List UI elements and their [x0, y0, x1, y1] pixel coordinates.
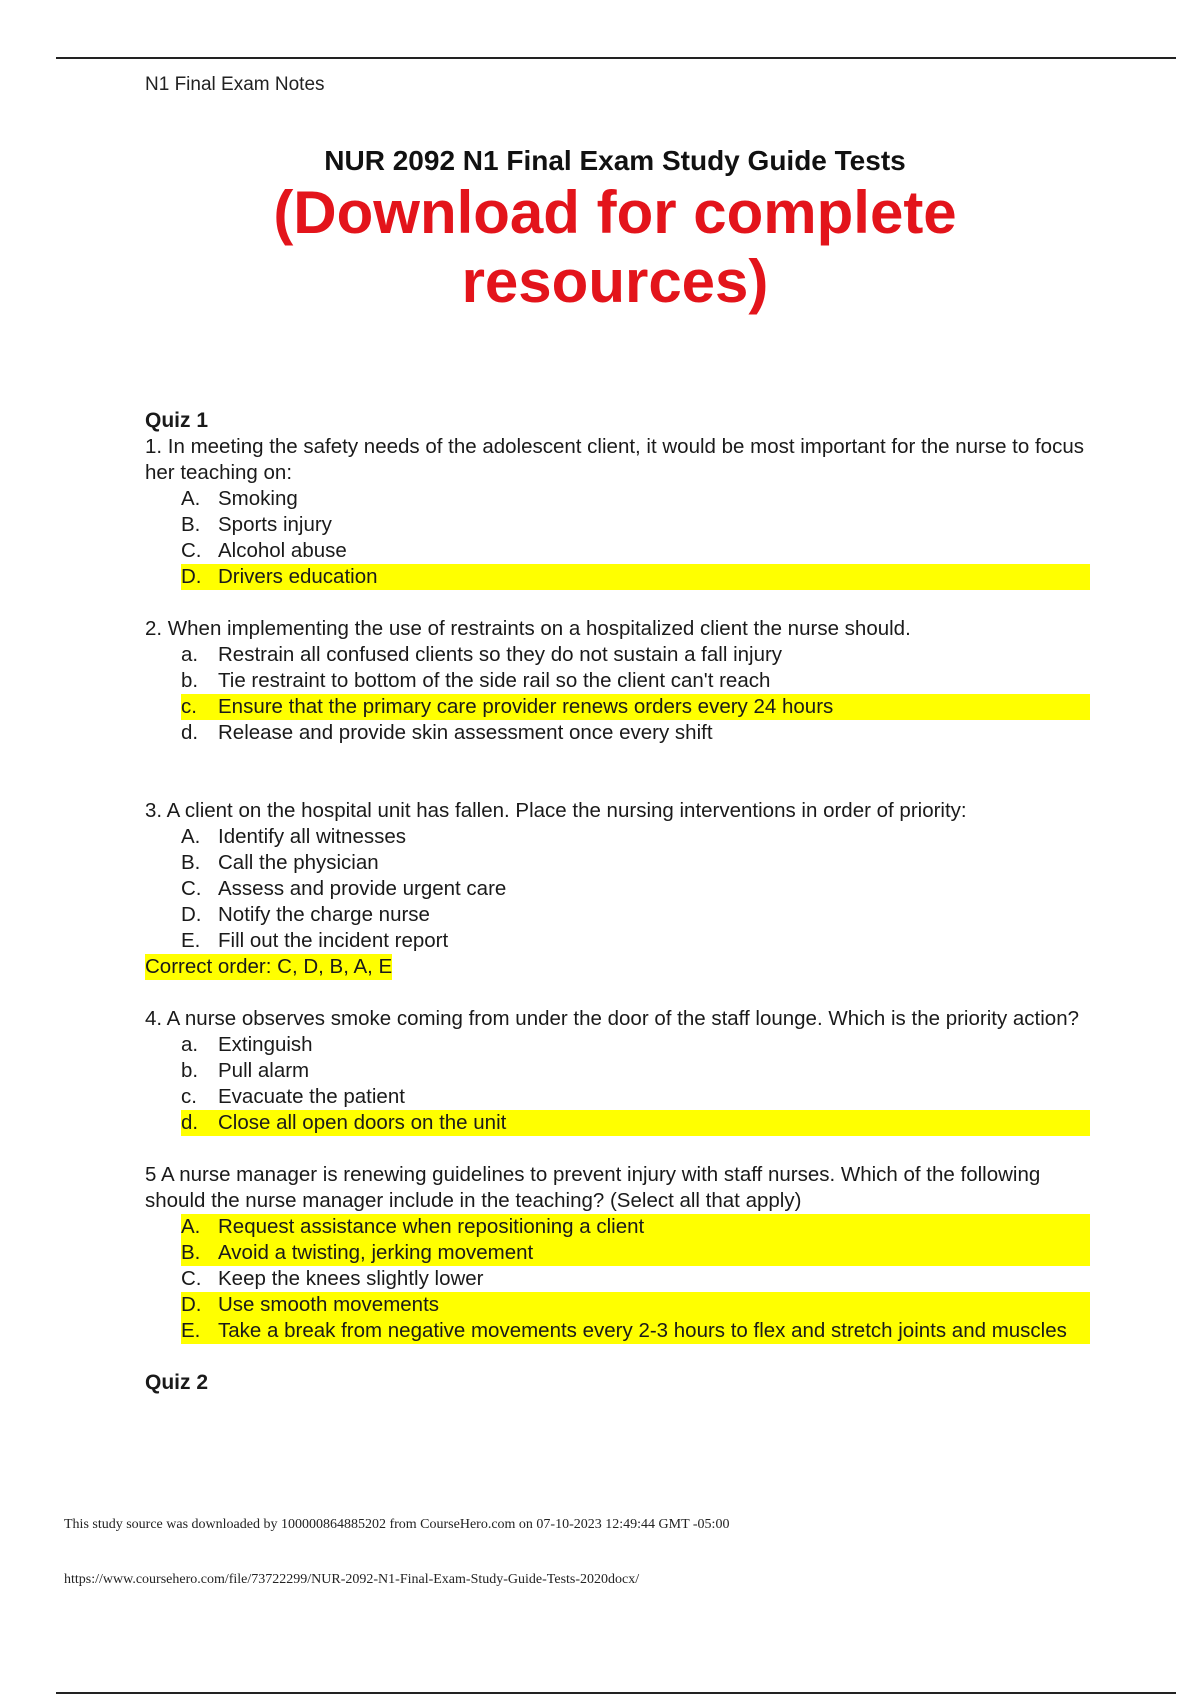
option-highlighted — [181, 1292, 1090, 1318]
question-4-options — [145, 1032, 1090, 1136]
option — [181, 1266, 1090, 1292]
option-text: Ensure that the primary care provider renews orders every 24 hours — [218, 695, 834, 718]
option-marker: D. — [181, 565, 202, 588]
question-1-options — [145, 486, 1090, 590]
option-text: Pull alarm — [218, 1059, 310, 1082]
option-text: Request assistance when repositioning a client — [218, 1215, 645, 1238]
option-marker: A. — [181, 487, 201, 510]
question-4: 4. A nurse observes smoke coming from under the door of the staff lounge. Which is the priority action? — [145, 1007, 1080, 1030]
option-highlighted — [181, 1240, 1090, 1266]
banner-line-2: resources) — [461, 248, 769, 315]
option-marker: C. — [181, 539, 202, 562]
option — [181, 668, 1090, 694]
option-marker: c. — [181, 695, 197, 718]
option-text: Assess and provide urgent care — [218, 877, 507, 900]
option-marker: D. — [181, 903, 202, 926]
option-highlighted — [181, 694, 1090, 720]
option-text: Take a break from negative movements every 2-3 hours to flex and stretch joints and muscles — [218, 1319, 1067, 1342]
option-marker: a. — [181, 643, 199, 666]
option-text: Keep the knees slightly lower — [218, 1267, 484, 1290]
option-marker: E. — [181, 929, 201, 952]
option-text: Fill out the incident report — [218, 929, 449, 952]
option-marker: b. — [181, 669, 199, 692]
option-text: Sports injury — [218, 513, 332, 536]
option-text: Extinguish — [218, 1033, 313, 1056]
banner-line-1: (Download for complete — [273, 179, 957, 246]
bottom-rule — [56, 1692, 1176, 1694]
option-marker: B. — [181, 1241, 201, 1264]
option — [181, 928, 1090, 954]
option — [181, 1084, 1090, 1110]
option-marker: d. — [181, 1111, 199, 1134]
document-title: NUR 2092 N1 Final Exam Study Guide Tests — [324, 145, 906, 176]
quiz-2-heading: Quiz 2 — [145, 1371, 209, 1394]
option-marker: D. — [181, 1293, 202, 1316]
option — [181, 876, 1090, 902]
option — [181, 512, 1090, 538]
option-text: Evacuate the patient — [218, 1085, 405, 1108]
option — [181, 1058, 1090, 1084]
footer-source-note: This study source was downloaded by 100000864885202 from CourseHero.com on 07-10-2023 12:49:44 GMT -05:00 — [64, 1517, 730, 1532]
header-note: N1 Final Exam Notes — [145, 74, 325, 95]
option-text: Notify the charge nurse — [218, 903, 430, 926]
option-text: Drivers education — [218, 565, 378, 588]
quiz-content — [145, 408, 1090, 1396]
question-2-options — [145, 642, 1090, 746]
option-marker: a. — [181, 1033, 199, 1056]
option — [181, 850, 1090, 876]
option-text: Tie restraint to bottom of the side rail so the client can't reach — [218, 669, 771, 692]
option-highlighted — [181, 1214, 1090, 1240]
option-text: Avoid a twisting, jerking movement — [218, 1241, 534, 1264]
option — [181, 538, 1090, 564]
footer-url[interactable]: https://www.coursehero.com/file/73722299/NUR-2092-N1-Final-Exam-Study-Guide-Tests-2020docx/ — [64, 1572, 640, 1587]
option-text: Identify all witnesses — [218, 825, 407, 848]
option — [181, 824, 1090, 850]
option-highlighted — [181, 564, 1090, 590]
option-text: Call the physician — [218, 851, 379, 874]
option-marker: A. — [181, 1215, 201, 1238]
option-text: Smoking — [218, 487, 298, 510]
question-1: 1. In meeting the safety needs of the adolescent client, it would be most important for the nurse to focus her teaching on: — [145, 435, 1084, 484]
option — [181, 720, 1090, 746]
answer-highlighted: Correct order: C, D, B, A, E — [145, 955, 393, 978]
option — [181, 486, 1090, 512]
quiz-1-heading: Quiz 1 — [145, 409, 209, 432]
option-marker: B. — [181, 513, 201, 536]
option-text: Use smooth movements — [218, 1293, 440, 1316]
option-text: Alcohol abuse — [218, 539, 347, 562]
option-marker: d. — [181, 721, 199, 744]
top-rule — [56, 57, 1176, 59]
option — [181, 642, 1090, 668]
question-3: 3. A client on the hospital unit has fallen. Place the nursing interventions in order of priority: — [145, 799, 967, 822]
option — [181, 1032, 1090, 1058]
question-5: 5 A nurse manager is renewing guidelines to prevent injury with staff nurses. Which of the following should the nurse manager include in the teaching? (Select all that apply) — [145, 1163, 1041, 1212]
option-text: Restrain all confused clients so they do not sustain a fall injury — [218, 643, 783, 666]
question-3-options — [145, 824, 1090, 954]
option-highlighted — [181, 1318, 1090, 1344]
option-marker: A. — [181, 825, 201, 848]
option-marker: B. — [181, 851, 201, 874]
option-marker: b. — [181, 1059, 199, 1082]
option — [181, 902, 1090, 928]
option-marker: c. — [181, 1085, 197, 1108]
option-text: Release and provide skin assessment once every shift — [218, 721, 713, 744]
option-marker: C. — [181, 1267, 202, 1290]
download-banner[interactable] — [0, 178, 1200, 316]
question-2: 2. When implementing the use of restraints on a hospitalized client the nurse should. — [145, 617, 911, 640]
option-marker: C. — [181, 877, 202, 900]
question-5-options — [145, 1214, 1090, 1344]
option-marker: E. — [181, 1319, 201, 1342]
option-highlighted — [181, 1110, 1090, 1136]
option-text: Close all open doors on the unit — [218, 1111, 507, 1134]
